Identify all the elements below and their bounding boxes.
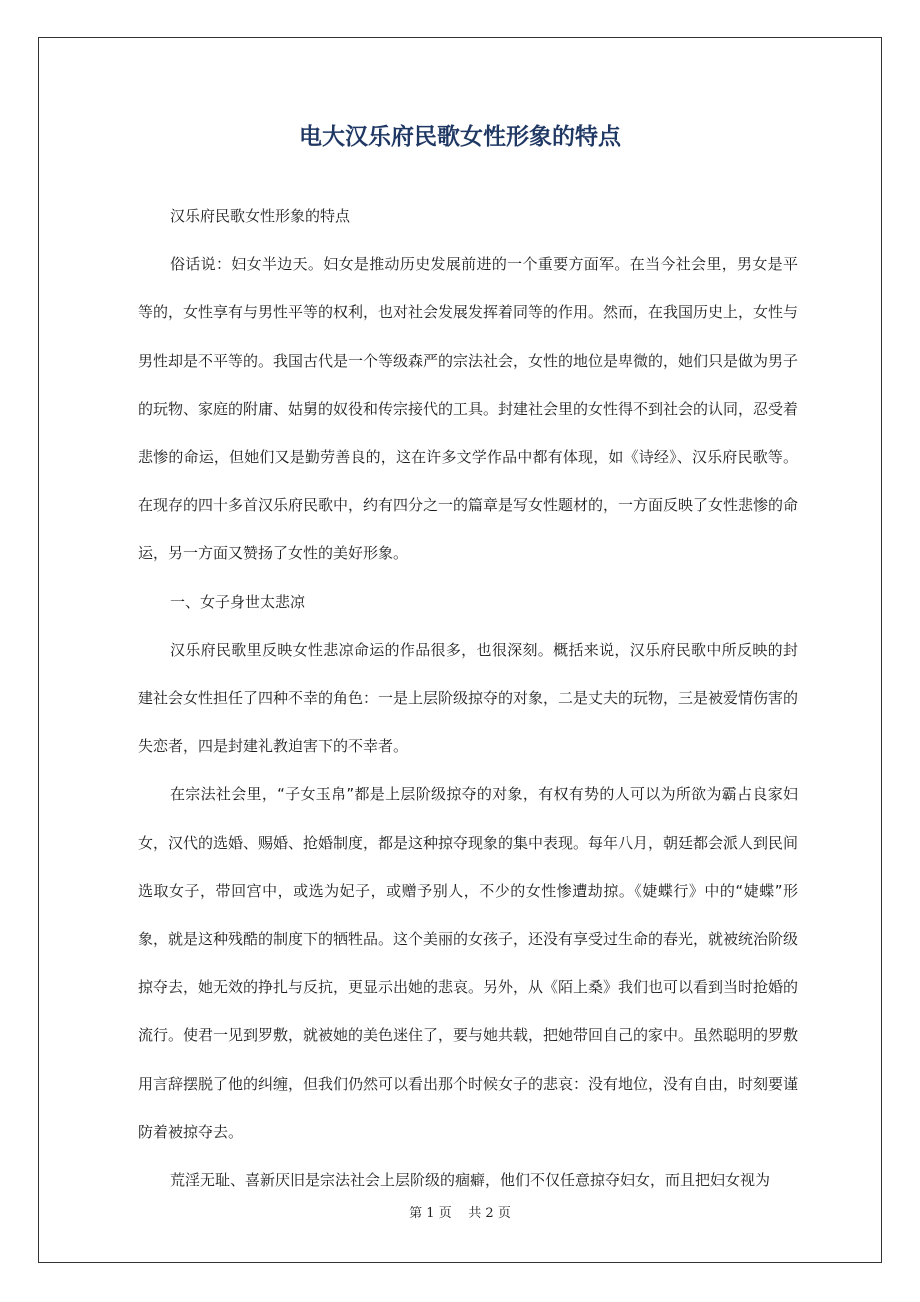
section-heading-1: 一、女子身世太悲凉: [170, 592, 306, 611]
footer-page-number: 1: [426, 1206, 435, 1221]
document-body: [138, 192, 798, 1204]
paragraph-section1-detail: 在宗法社会里，“子女玉帛”都是上层阶级掠夺的对象，有权有势的人可以为所欲为霸占良家妇女，汉代的选婚、赐婚、抢婚制度，都是这种掠夺现象的集中表现。每年八月，朝廷都会派人到民间选取女子，带回宫中，或选为妃子，或赠予别人，不少的女性惨遭劫掠。《婕蝶行》中的“婕蝶”形象，就是这种残酷的制度下的牺牲品。这个美丽的女孩子，还没有享受过生命的春光，就被统治阶级掠夺去，她无效的挣扎与反抗，更显示出她的悲哀。另外，从《陌上桑》我们也可以看到当时抢婚的流行。使君一见到罗敷，就被她的美色迷住了，要与她共载，把她带回自己的家中。虽然聪明的罗敷用言辞摆脱了他的纠缠，但我们仍然可以看出那个时候女子的悲哀：没有地位，没有自由，时刻要谨防着被掠夺去。: [138, 785, 799, 1141]
paragraph-intro: 俗话说：妇女半边天。妇女是推动历史发展前进的一个重要方面军。在当今社会里，男女是平等的，女性享有与男性平等的权利，也对社会发展发挥着同等的作用。然而，在我国历史上，女性与男性却是不平等的。我国古代是一个等级森严的宗法社会，女性的地位是卑微的，她们只是做为男子的玩物、家庭的附庸、姑舅的奴役和传宗接代的工具。封建社会里的女性得不到社会的认同，忍受着悲惨的命运，但她们又是勤劳善良的，这在许多文学作品中都有体现，如《诗经》、汉乐府民歌等。在现存的四十多首汉乐府民歌中，约有四分之一的篇章是写女性题材的，一方面反映了女性悲惨的命运，另一方面又赞扬了女性的美好形象。: [138, 255, 799, 563]
document-title: 电大汉乐府民歌女性形象的特点: [299, 124, 621, 150]
paragraph-section1-overview: 汉乐府民歌里反映女性悲凉命运的作品很多，也很深刻。概括来说，汉乐府民歌中所反映的封建社会女性担任了四种不幸的角色：一是上层阶级掠夺的对象，二是丈夫的玩物，三是被爱情伤害的失恋者，四是封建礼教迫害下的不幸者。: [138, 640, 799, 756]
footer-total-unit: 页: [497, 1206, 511, 1221]
paragraph-subtitle: 汉乐府民歌女性形象的特点: [170, 207, 351, 225]
footer-total-prefix: 共: [468, 1206, 482, 1221]
footer-total-pages: 2: [485, 1206, 494, 1221]
footer-page-unit: 页: [438, 1206, 452, 1221]
paragraph-continued: 荒淫无耻、喜新厌旧是宗法社会上层阶级的痼癖，他们不仅任意掠夺妇女，而且把妇女视为: [170, 1171, 771, 1190]
page-footer: [0, 1204, 920, 1224]
footer-page-prefix: 第: [409, 1206, 423, 1221]
